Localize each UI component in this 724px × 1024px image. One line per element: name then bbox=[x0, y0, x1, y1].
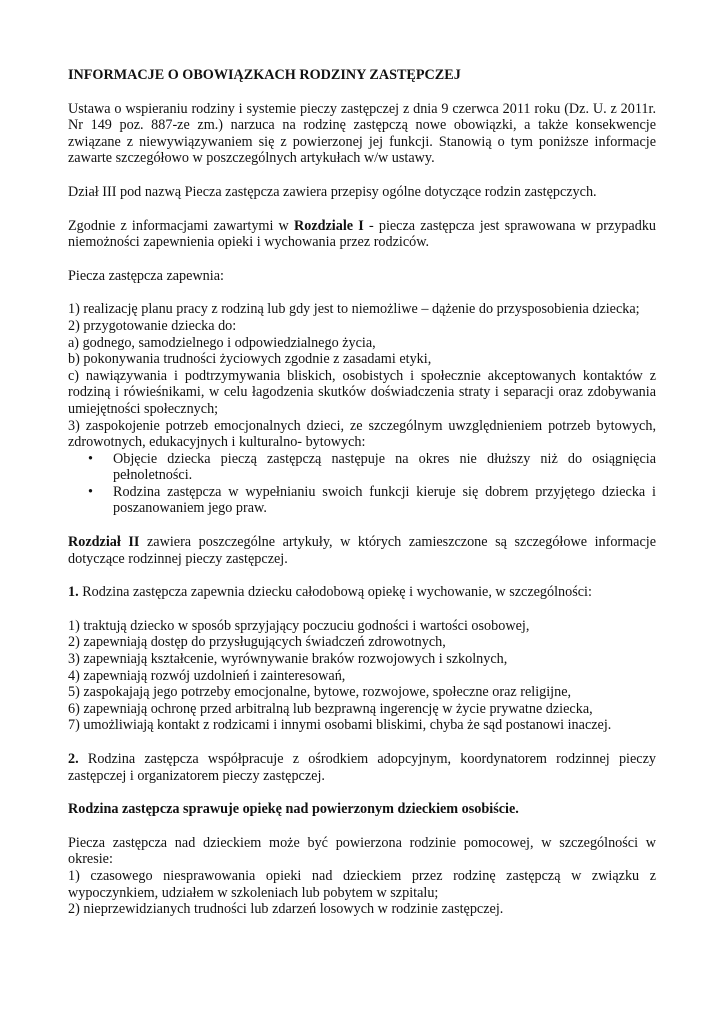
bullet-list bbox=[68, 451, 656, 517]
rozdzial2-suffix: zawiera poszczególne artykuły, w których zamieszczone są szczegółowe informacje dotyczące rodzinnej pieczy zastępczej. bbox=[68, 534, 657, 567]
rozdzial2-bold: Rozdział II bbox=[68, 534, 140, 551]
point1-item: 5) zaspokajają jego potrzeby emocjonalne, bytowe, rozwojowe, społeczne oraz religijne, bbox=[68, 684, 572, 701]
point1-item: 4) zapewniają rozwój uzdolnień i zainteresowań, bbox=[68, 667, 346, 684]
bullet-item bbox=[68, 484, 656, 517]
pomocowa-item: 1) czasowego niesprawowania opieki nad dzieckiem przez rodzinę zastępczą w związku z wypoczynkiem, udziałem w szkoleniach lub pobytem w szpitalu; bbox=[68, 867, 656, 901]
point1-item: 7) umożliwiają kontakt z rodzicami i innymi osobami bliskimi, chyba że sąd postanowi inaczej. bbox=[68, 717, 612, 734]
piecza-item: 1) realizację planu pracy z rodziną lub gdy jest to niemożliwe – dążenie do przysposobienia dziecka; bbox=[68, 301, 640, 318]
document-page bbox=[68, 67, 656, 918]
piecza-item: c) nawiązywania i podtrzymywania bliskich, osobistych i społecznie akceptowanych kontaktów z rodziną i rówieśnikami, w celu łagodzenia skutków doświadczenia straty i separacji oraz zdobywania umiejętności społecznych; bbox=[68, 367, 656, 417]
point1-item: 6) zapewniają ochronę przed arbitralną lub bezprawną ingerencję w życie prywatne dziecka, bbox=[68, 700, 593, 717]
intro-paragraph: Ustawa o wspieraniu rodziny i systemie pieczy zastępczej z dnia 9 czerwca 2011 roku (Dz. U. z 2011r. Nr 149 poz. 887-ze zm.) narzuca na rodzinę zastępczą nowe obowiązki, a także konsekwencje związane z niewywiązywaniem się z powierzonej jej funkcji. Stanowią o tym poniższe informacje zawarte szczegółowo w poszczególnych artykułach w/w ustawy. bbox=[68, 100, 656, 167]
pomocowa-item: 2) nieprzewidzianych trudności lub zdarzeń losowych w rodzinie zastępczej. bbox=[68, 901, 504, 918]
point1-item: 3) zapewniają kształcenie, wyrównywanie braków rozwojowych i szkolnych, bbox=[68, 651, 508, 668]
rozdzial2-paragraph bbox=[68, 534, 656, 567]
document-title: INFORMACJE O OBOWIĄZKACH RODZINY ZASTĘPCZEJ bbox=[68, 67, 461, 83]
personal-care-heading: Rodzina zastępcza sprawuje opiekę nad powierzonym dzieckiem osobiście. bbox=[68, 801, 519, 818]
piecza-heading: Piecza zastępcza zapewnia: bbox=[68, 267, 224, 284]
piecza-item: a) godnego, samodzielnego i odpowiedzialnego życia, bbox=[68, 334, 376, 351]
point2-text: Rodzina zastępcza współpracuje z ośrodkiem adopcyjnym, koordynatorem rodzinnej pieczy zastępczej i organizatorem pieczy zastępczej. bbox=[68, 751, 656, 784]
rozdzial1-suffix: - piecza zastępcza jest sprawowana w przypadku niemożności zapewnienia opieki i wychowania przez rodziców. bbox=[68, 217, 657, 251]
bullet-icon: • bbox=[88, 450, 93, 467]
pomocowa-paragraph: Piecza zastępcza nad dzieckiem może być powierzona rodzinie pomocowej, w szczególności w okresie: bbox=[68, 834, 656, 868]
rozdzial1-bold: Rozdziale I bbox=[293, 217, 364, 234]
piecza-item: 3) zaspokojenie potrzeb emocjonalnych dzieci, ze szczególnym uwzględnieniem potrzeb bytowych, zdrowotnych, edukacyjnych i kulturalno- bytowych: bbox=[68, 417, 656, 451]
point1-item: 2) zapewniają dostęp do przysługujących świadczeń zdrowotnych, bbox=[68, 634, 446, 651]
point2-number: 2. bbox=[68, 751, 79, 767]
rozdzial1-paragraph bbox=[68, 218, 656, 251]
piecza-item: 2) przygotowanie dziecka do: bbox=[68, 317, 237, 334]
bullet-text: Rodzina zastępcza w wypełnianiu swoich funkcji kieruje się dobrem przyjętego dziecka i poszanowaniem jego praw. bbox=[113, 483, 656, 517]
dzial-paragraph: Dział III pod nazwą Piecza zastępcza zawiera przepisy ogólne dotyczące rodzin zastępczych. bbox=[68, 183, 597, 200]
point1-paragraph bbox=[68, 584, 656, 601]
point1-text: Rodzina zastępcza zapewnia dziecku całodobową opiekę i wychowanie, w szczególności: bbox=[78, 584, 592, 601]
bullet-text: Objęcie dziecka pieczą zastępczą następuje na okres nie dłuższy niż do osiągnięcia pełnoletności. bbox=[113, 450, 656, 484]
bullet-item bbox=[68, 451, 656, 484]
rozdzial1-prefix: Zgodnie z informacjami zawartymi w bbox=[68, 217, 294, 234]
point2-paragraph bbox=[68, 751, 656, 784]
piecza-item: b) pokonywania trudności życiowych zgodnie z zasadami etyki, bbox=[68, 351, 432, 368]
point1-number: 1. bbox=[68, 584, 79, 601]
point1-item: 1) traktują dziecko w sposób sprzyjający poczuciu godności i wartości osobowej, bbox=[68, 617, 530, 634]
bullet-icon: • bbox=[88, 483, 93, 500]
